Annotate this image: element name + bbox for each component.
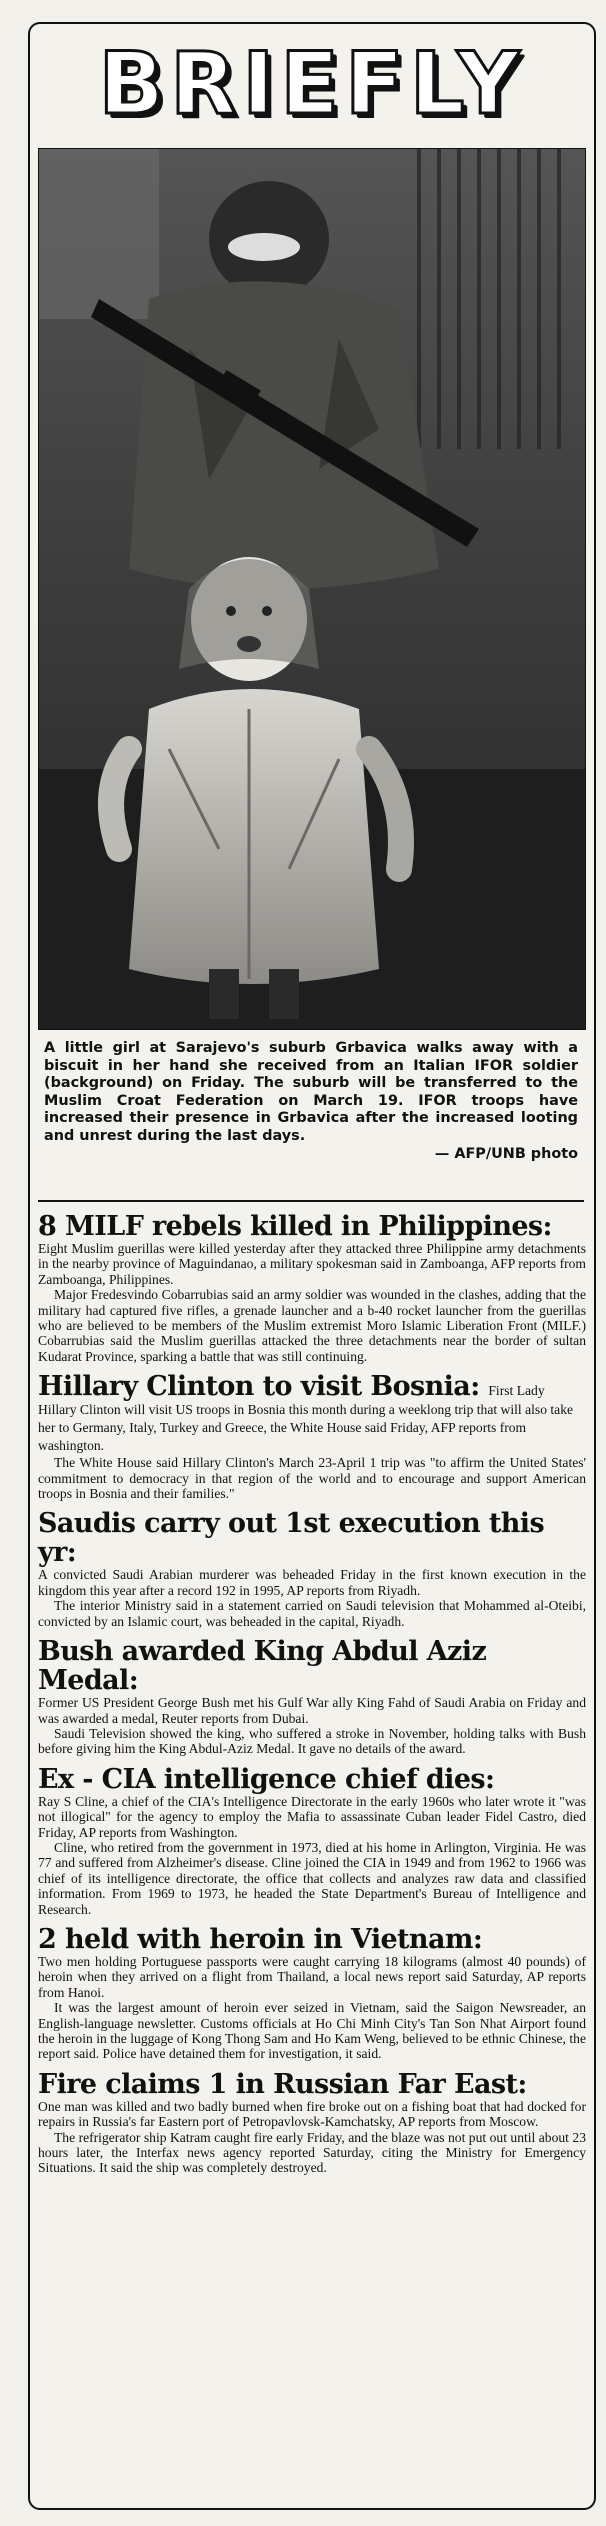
photo-caption [44, 1040, 578, 1163]
story-cia-chief [38, 1765, 586, 1917]
caption-text: A little girl at Sarajevo's suburb Grbavica walks away with a biscuit in her hand she received from an Italian IFOR soldier (background) on Friday. The suburb will be transferred to the Muslim Croat Federation on March 19. IFOR troops have increased their presence in Grbavica after the increased looting and unrest during the last days. [44, 1040, 578, 1144]
story-bush-medal [38, 1637, 586, 1757]
story-paragraph: Eight Muslim guerillas were killed yesterday after they attacked three Philippine army detachments in the nearby province of Maguindanao, a military spokesman said in Zamboanga, AFP reports from Zamboanga, Philippines. [38, 1241, 586, 1287]
story-headline: Ex - CIA intelligence chief dies: [38, 1763, 495, 1795]
photo-illustration [39, 149, 585, 1029]
story-russia-fire [38, 2070, 586, 2176]
story-paragraph: Saudi Television showed the king, who suffered a stroke in November, holding talks with Bush before giving him the King Abdul-Aziz Medal. It gave no details of the award. [38, 1725, 586, 1757]
news-photo [38, 148, 586, 1030]
story-headline: Fire claims 1 in Russian Far East: [38, 2068, 527, 2100]
story-paragraph: The interior Ministry said in a statement carried on Saudi television that Mohammed al-Oteibi, convicted by an Islamic court, was beheaded in the capital, Riyadh. [38, 1598, 586, 1629]
story-paragraph: A convicted Saudi Arabian murderer was beheaded Friday in the first known execution in the kingdom this year after a record 192 in 1995, AP reports from Riyadh. [38, 1567, 586, 1598]
story-headline: Saudis carry out 1st execution this yr: [38, 1508, 545, 1569]
story-vietnam-heroin [38, 1925, 586, 2062]
story-paragraph: The White House said Hillary Clinton's March 23-April 1 trip was "to affirm the United States' commitment to democracy in that region of the world and to encourage and support American troops in Bosnia and their families." [38, 1455, 586, 1502]
story-paragraph: Former US President George Bush met his Gulf War ally King Fahd of Saudi Arabia on Friday and was awarded a medal, Reuter reports from Dubai. [38, 1695, 586, 1726]
story-saudi-execution [38, 1509, 586, 1629]
story-paragraph: First Lady Hillary Clinton will visit US troops in Bosnia this month during a weeklong trip that will also take her to Germany, Italy, Turkey and Greece, the White House said Friday, AFP reports from washington. [38, 1383, 574, 1454]
story-paragraph: Major Fredesvindo Cobarrubias said an army soldier was wounded in the clashes, adding that the military had captured five rifles, a grenade launcher and a b-40 rocket launcher from the guerillas who are believed to be members of the Muslim extremist Moro Islamic Liberation Front (MILF.) Cobarrubias said the Muslim guerillas attacked the three detachments near the border of sultan Kudarat Province, sparking a battle that was still continuing. [38, 1287, 586, 1364]
story-headline: 8 MILF rebels killed in Philippines: [38, 1211, 552, 1242]
photo-credit: — AFP/UNB photo [434, 1145, 578, 1162]
story-paragraph: It was the largest amount of heroin ever seized in Vietnam, said the Saigon Newsreader, an English-language newsletter. Customs officials at Ho Chi Minh City's Tan Son Nhat Airport found the heroin in the luggage of Kong Thong Sam and Ho Kam Weng, believed to be ethnic Chinese, the report said. Police have detained them for investigation, it said. [38, 2000, 586, 2062]
story-paragraph: Cline, who retired from the government in 1973, died at his home in Arlington, Virginia. He was 77 and suffered from Alzheimer's disease. Cline joined the CIA in 1949 and from 1962 to 1966 was chief of its intelligence directorate, the office that collects and analyzes raw data and classified information. From 1969 to 1973, he headed the State Department's Bureau of Intelligence and Research. [38, 1839, 586, 1917]
story-paragraph: The refrigerator ship Katram caught fire early Friday, and the blaze was not put out until about 23 hours later, the Interfax news agency reported Saturday, citing the Ministry for Emergency Situations. It said the ship was completely destroyed. [38, 2129, 586, 2176]
story-hillary-clinton [38, 1372, 586, 1501]
story-headline: Hillary Clinton to visit Bosnia: [38, 1371, 489, 1403]
masthead [30, 24, 594, 144]
story-paragraph: One man was killed and two badly burned when fire broke out on a fishing boat that had docked for repairs in Russia's far Eastern port of Petropavlovsk-Kamchatsky, AP reports from Moscow. [38, 2098, 586, 2130]
story-headline: Bush awarded King Abdul Aziz Medal: [38, 1636, 487, 1697]
masthead-title: BRIEFLY [98, 34, 526, 134]
story-philippines [38, 1212, 586, 1364]
news-briefs [38, 1212, 586, 2184]
story-paragraph: Ray S Cline, a chief of the CIA's Intelligence Directorate in the early 1960s who later wrote it "was not illogical" for the agency to employ the Mafia to assassinate Cuban leader Fidel Castro, died Friday, AP reports from Washington. [38, 1793, 586, 1840]
story-headline: 2 held with heroin in Vietnam: [38, 1923, 483, 1955]
story-paragraph: Two men holding Portuguese passports were caught carrying 18 kilograms (almost 40 pounds) of heroin when they arrived on a flight from Thailand, a local news report said Saturday, AP reports from Hanoi. [38, 1953, 586, 2000]
divider [38, 1200, 584, 1202]
